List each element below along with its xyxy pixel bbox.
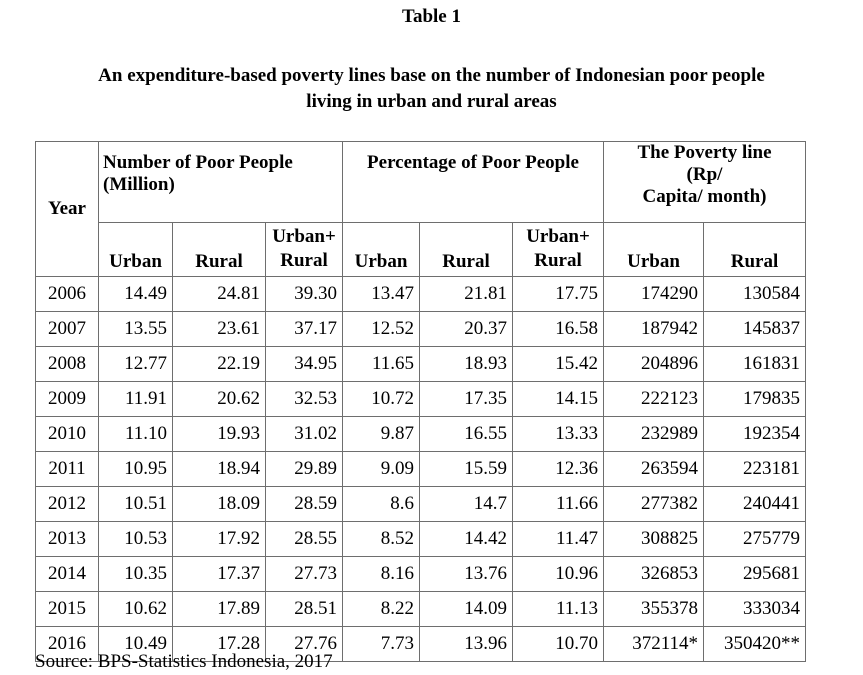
cell-rural-poverty-line: 130584 bbox=[704, 277, 806, 312]
cell-year: 2013 bbox=[36, 522, 99, 557]
cell-total-count: 27.76 bbox=[266, 627, 343, 662]
cell-rural-poverty-line: 145837 bbox=[704, 312, 806, 347]
cell-urban-pct: 10.72 bbox=[343, 382, 420, 417]
poverty-table bbox=[35, 141, 806, 662]
cell-total-pct: 10.96 bbox=[513, 557, 604, 592]
cell-rural-count: 17.89 bbox=[173, 592, 266, 627]
cell-total-count: 29.89 bbox=[266, 452, 343, 487]
table-row bbox=[36, 452, 806, 487]
cell-total-pct: 15.42 bbox=[513, 347, 604, 382]
source-note: Source: BPS-Statistics Indonesia, 2017 bbox=[35, 651, 333, 672]
cell-rural-pct: 18.93 bbox=[420, 347, 513, 382]
cell-urban-poverty-line: 187942 bbox=[604, 312, 704, 347]
table-row bbox=[36, 522, 806, 557]
header-total-pct-line-1: Urban+ bbox=[526, 226, 590, 247]
header-poverty-line-1: The Poverty line bbox=[637, 142, 772, 163]
header-rural-line: Rural bbox=[704, 223, 806, 277]
table-row bbox=[36, 382, 806, 417]
cell-year: 2014 bbox=[36, 557, 99, 592]
cell-rural-pct: 15.59 bbox=[420, 452, 513, 487]
header-number-line-1: Number of Poor People bbox=[103, 152, 293, 173]
header-number-of-poor bbox=[99, 142, 343, 223]
cell-rural-poverty-line: 192354 bbox=[704, 417, 806, 452]
cell-year: 2016 bbox=[36, 627, 99, 662]
cell-urban-count: 12.77 bbox=[99, 347, 173, 382]
cell-rural-count: 17.37 bbox=[173, 557, 266, 592]
table-row bbox=[36, 417, 806, 452]
cell-urban-pct: 8.6 bbox=[343, 487, 420, 522]
cell-urban-poverty-line: 277382 bbox=[604, 487, 704, 522]
header-urban-pct: Urban bbox=[343, 223, 420, 277]
cell-urban-pct: 7.73 bbox=[343, 627, 420, 662]
cell-total-pct: 10.70 bbox=[513, 627, 604, 662]
cell-urban-count: 10.62 bbox=[99, 592, 173, 627]
cell-rural-count: 18.94 bbox=[173, 452, 266, 487]
cell-urban-count: 14.49 bbox=[99, 277, 173, 312]
table-title bbox=[0, 63, 863, 115]
cell-urban-pct: 12.52 bbox=[343, 312, 420, 347]
table-body bbox=[36, 277, 806, 662]
cell-rural-poverty-line: 295681 bbox=[704, 557, 806, 592]
cell-urban-count: 10.35 bbox=[99, 557, 173, 592]
table-row bbox=[36, 592, 806, 627]
cell-total-count: 37.17 bbox=[266, 312, 343, 347]
cell-total-count: 39.30 bbox=[266, 277, 343, 312]
cell-rural-count: 18.09 bbox=[173, 487, 266, 522]
table-row bbox=[36, 347, 806, 382]
header-number-line-2: (Million) bbox=[103, 174, 175, 195]
header-total-pct bbox=[513, 223, 604, 277]
cell-total-pct: 11.13 bbox=[513, 592, 604, 627]
cell-rural-poverty-line: 223181 bbox=[704, 452, 806, 487]
cell-urban-count: 11.10 bbox=[99, 417, 173, 452]
cell-urban-poverty-line: 232989 bbox=[604, 417, 704, 452]
cell-rural-pct: 13.76 bbox=[420, 557, 513, 592]
cell-rural-pct: 16.55 bbox=[420, 417, 513, 452]
header-percentage-of-poor: Percentage of Poor People bbox=[343, 142, 604, 223]
cell-rural-count: 24.81 bbox=[173, 277, 266, 312]
header-poverty-line-3: Capita/ month) bbox=[642, 186, 767, 207]
header-total-count-line-1: Urban+ bbox=[272, 226, 336, 247]
cell-total-count: 32.53 bbox=[266, 382, 343, 417]
table-title-line-2: living in urban and rural areas bbox=[306, 91, 557, 112]
cell-urban-count: 11.91 bbox=[99, 382, 173, 417]
cell-year: 2007 bbox=[36, 312, 99, 347]
cell-urban-count: 10.95 bbox=[99, 452, 173, 487]
header-total-pct-line-2: Rural bbox=[534, 250, 582, 271]
cell-urban-poverty-line: 308825 bbox=[604, 522, 704, 557]
cell-year: 2008 bbox=[36, 347, 99, 382]
cell-urban-pct: 11.65 bbox=[343, 347, 420, 382]
header-urban-count: Urban bbox=[99, 223, 173, 277]
cell-urban-pct: 8.16 bbox=[343, 557, 420, 592]
cell-rural-poverty-line: 275779 bbox=[704, 522, 806, 557]
cell-year: 2015 bbox=[36, 592, 99, 627]
cell-urban-poverty-line: 222123 bbox=[604, 382, 704, 417]
cell-rural-pct: 21.81 bbox=[420, 277, 513, 312]
cell-rural-pct: 17.35 bbox=[420, 382, 513, 417]
cell-rural-count: 19.93 bbox=[173, 417, 266, 452]
cell-urban-count: 10.51 bbox=[99, 487, 173, 522]
cell-rural-poverty-line: 350420** bbox=[704, 627, 806, 662]
cell-rural-pct: 13.96 bbox=[420, 627, 513, 662]
header-poverty-line bbox=[604, 142, 806, 223]
cell-urban-count: 10.53 bbox=[99, 522, 173, 557]
cell-rural-pct: 20.37 bbox=[420, 312, 513, 347]
cell-year: 2009 bbox=[36, 382, 99, 417]
cell-total-count: 31.02 bbox=[266, 417, 343, 452]
cell-rural-count: 23.61 bbox=[173, 312, 266, 347]
cell-total-count: 28.51 bbox=[266, 592, 343, 627]
table-title-line-1: An expenditure-based poverty lines base on the number of Indonesian poor people bbox=[98, 65, 765, 86]
cell-urban-pct: 9.87 bbox=[343, 417, 420, 452]
cell-total-pct: 17.75 bbox=[513, 277, 604, 312]
cell-total-count: 34.95 bbox=[266, 347, 343, 382]
cell-urban-poverty-line: 355378 bbox=[604, 592, 704, 627]
table-row bbox=[36, 557, 806, 592]
cell-year: 2010 bbox=[36, 417, 99, 452]
cell-rural-poverty-line: 240441 bbox=[704, 487, 806, 522]
cell-rural-pct: 14.7 bbox=[420, 487, 513, 522]
header-total-count-line-2: Rural bbox=[280, 250, 328, 271]
cell-rural-pct: 14.42 bbox=[420, 522, 513, 557]
header-total-count bbox=[266, 223, 343, 277]
table-row bbox=[36, 487, 806, 522]
cell-rural-count: 22.19 bbox=[173, 347, 266, 382]
cell-urban-pct: 8.52 bbox=[343, 522, 420, 557]
cell-total-pct: 11.66 bbox=[513, 487, 604, 522]
header-poverty-line-2: (Rp/ bbox=[686, 164, 723, 185]
cell-total-pct: 11.47 bbox=[513, 522, 604, 557]
cell-rural-poverty-line: 333034 bbox=[704, 592, 806, 627]
cell-urban-pct: 9.09 bbox=[343, 452, 420, 487]
header-rural-pct: Rural bbox=[420, 223, 513, 277]
table-row bbox=[36, 277, 806, 312]
cell-urban-poverty-line: 263594 bbox=[604, 452, 704, 487]
header-year: Year bbox=[36, 142, 99, 277]
cell-urban-pct: 13.47 bbox=[343, 277, 420, 312]
cell-total-pct: 14.15 bbox=[513, 382, 604, 417]
cell-total-pct: 13.33 bbox=[513, 417, 604, 452]
cell-rural-poverty-line: 161831 bbox=[704, 347, 806, 382]
cell-year: 2011 bbox=[36, 452, 99, 487]
cell-rural-pct: 14.09 bbox=[420, 592, 513, 627]
cell-rural-count: 17.92 bbox=[173, 522, 266, 557]
cell-total-pct: 16.58 bbox=[513, 312, 604, 347]
cell-urban-count: 10.49 bbox=[99, 627, 173, 662]
table-row bbox=[36, 312, 806, 347]
header-urban-line: Urban bbox=[604, 223, 704, 277]
header-rural-count: Rural bbox=[173, 223, 266, 277]
table-label: Table 1 bbox=[402, 6, 461, 27]
cell-total-count: 28.55 bbox=[266, 522, 343, 557]
cell-urban-poverty-line: 372114* bbox=[604, 627, 704, 662]
cell-urban-pct: 8.22 bbox=[343, 592, 420, 627]
cell-total-pct: 12.36 bbox=[513, 452, 604, 487]
cell-total-count: 27.73 bbox=[266, 557, 343, 592]
cell-urban-count: 13.55 bbox=[99, 312, 173, 347]
cell-urban-poverty-line: 204896 bbox=[604, 347, 704, 382]
cell-total-count: 28.59 bbox=[266, 487, 343, 522]
cell-rural-count: 17.28 bbox=[173, 627, 266, 662]
cell-urban-poverty-line: 174290 bbox=[604, 277, 704, 312]
cell-year: 2006 bbox=[36, 277, 99, 312]
cell-urban-poverty-line: 326853 bbox=[604, 557, 704, 592]
cell-year: 2012 bbox=[36, 487, 99, 522]
cell-rural-count: 20.62 bbox=[173, 382, 266, 417]
cell-rural-poverty-line: 179835 bbox=[704, 382, 806, 417]
